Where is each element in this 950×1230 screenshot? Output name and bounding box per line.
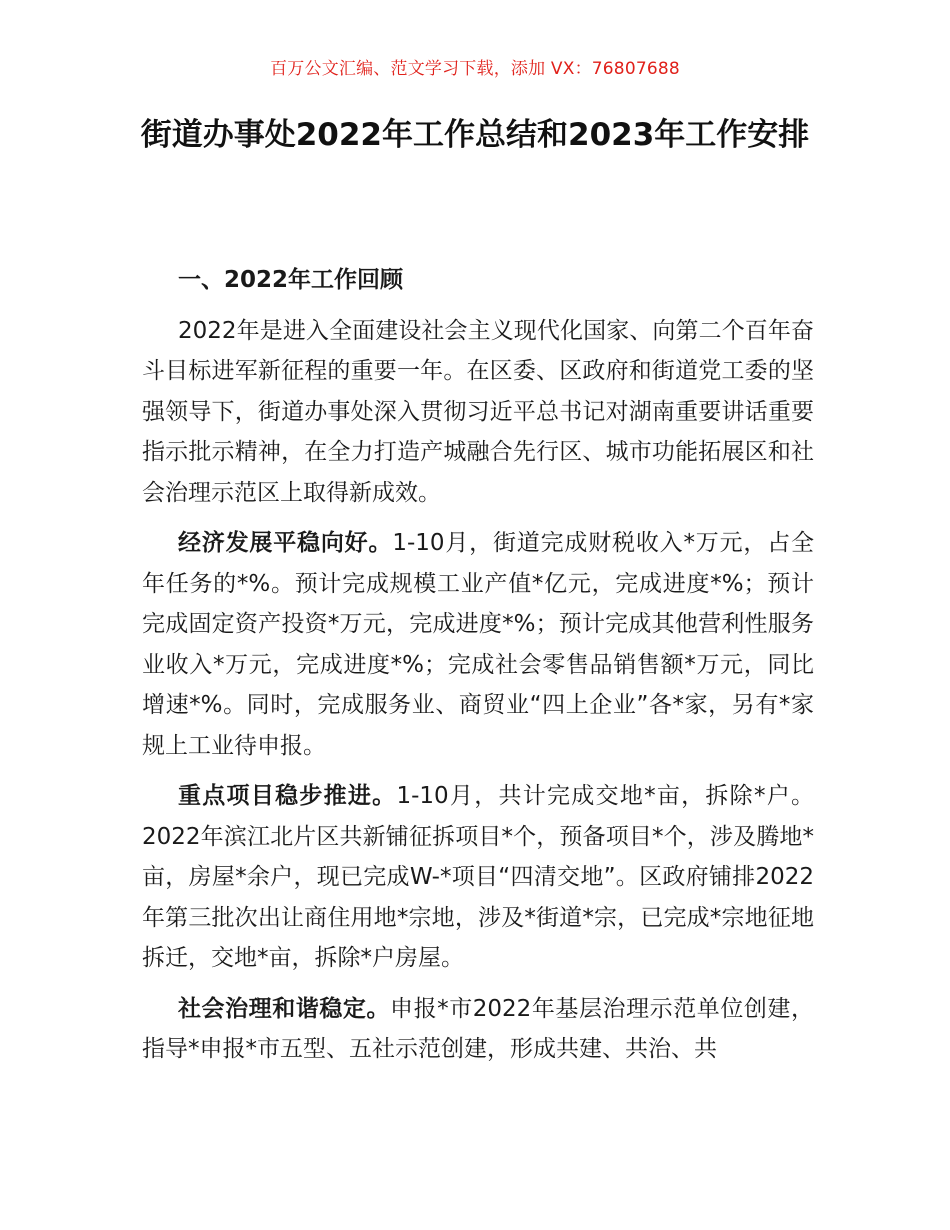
paragraph-projects [142,776,814,979]
paragraph-intro [142,311,814,514]
paragraph-lead: 重点项目稳步推进。 [178,783,397,809]
paragraph-lead: 社会治理和谐稳定。 [178,995,391,1022]
paragraph-lead: 经济发展平稳向好。 [178,530,393,556]
paragraph-governance [142,989,814,1070]
document-body [142,260,814,1070]
paragraph-text: 2022年是进入全面建设社会主义现代化国家、向第二个百年奋斗目标进军新征程的重要一年。在区委、区政府和街道党工委的坚强领导下，街道办事处深入贯彻习近平总书记对湖南重要讲话重要指示批示精神，在全力打造产城融合先行区、城市功能拓展区和社会治理示范区上取得新成效。 [142,317,814,506]
paragraph-text: 1-10月，街道完成财税收入*万元，占全年任务的*%。预计完成规模工业产值*亿元，完成进度*%；预计完成固定资产投资*万元，完成进度*%；预计完成其他营利性服务业收入*万元，完成进度*%；完成社会零售品销售额*万元，同比增速*%。同时，完成服务业、商贸业“四上企业”各*家，另有*家规上工业待申报。 [142,530,815,759]
paragraph-text: 1-10月，共计完成交地*亩，拆除*户。2022年滨江北片区共新铺征拆项目*个，预备项目*个，涉及腾地*亩，房屋*余户，现已完成W-*项目“四清交地”。区政府铺排2022年第三批次出让商住用地*宗地，涉及*街道*宗，已完成*宗地征地拆迁，交地*亩，拆除*户房屋。 [142,783,815,971]
paragraph-text: 申报*市2022年基层治理示范单位创建，指导*申报*市五型、五社示范创建，形成共建、共治、共 [142,995,814,1062]
section-heading: 一、2022年工作回顾 [178,267,404,293]
paragraph-economy [142,523,814,766]
header-download-note: 百万公文汇编、范文学习下载，添加 VX：76807688 [270,59,680,79]
document-title: 街道办事处2022年工作总结和2023年工作安排 [140,117,810,153]
